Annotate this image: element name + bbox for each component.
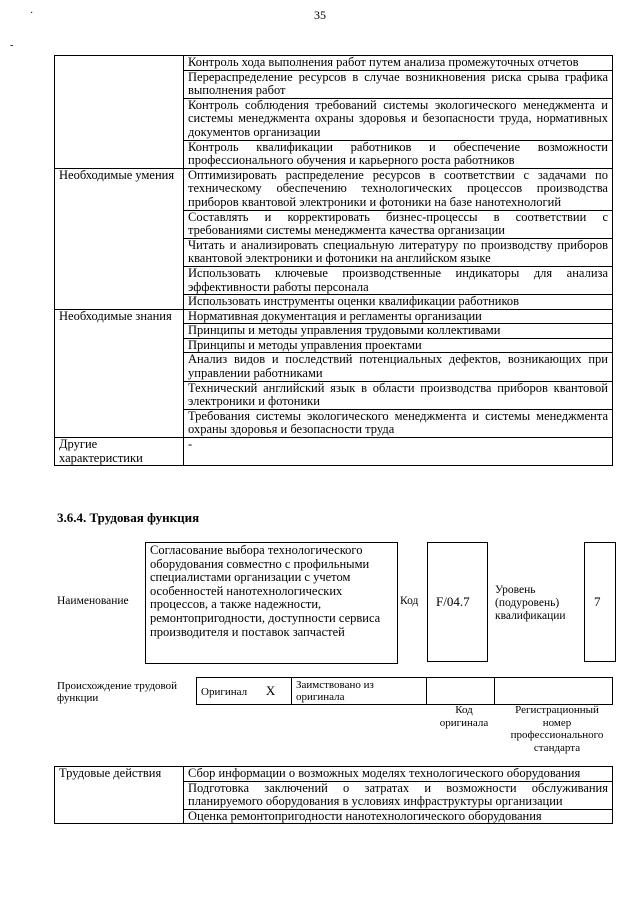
reg-number-caption: Регистрационный номер профессионального стандарта — [510, 704, 604, 754]
origin-label: Происхождение трудовой функции — [57, 680, 178, 704]
knowledge-cell: Нормативная документация и регламенты организации — [184, 309, 613, 324]
margin-mark-dot: · — [30, 8, 34, 19]
labor-action-cell: Контроль соблюдения требований системы экологического менеджмента и системы менеджмента охраны здоровья и безопасности труда, нормативных документов организации — [184, 98, 613, 140]
table-row — [55, 438, 613, 466]
knowledge-cell: Принципы и методы управления проектами — [184, 338, 613, 353]
reg-number-cell — [495, 678, 613, 705]
skills-label: Необходимые умения — [55, 168, 184, 309]
level-label: Уровень (подуровень) квалификации — [495, 584, 566, 622]
skill-cell: Использовать ключевые производственные индикаторы для анализа эффективности работы персонала — [184, 266, 613, 294]
knowledge-label: Необходимые знания — [55, 309, 184, 437]
table-row — [55, 767, 613, 782]
code-original-cell — [427, 678, 495, 705]
original-mark: X — [265, 682, 276, 698]
name-label: Наименование — [57, 595, 129, 607]
skill-cell: Использовать инструменты оценки квалификации работников — [184, 295, 613, 310]
labor-action-cell: Контроль хода выполнения работ путем анализа промежуточных отчетов — [184, 56, 613, 71]
other-characteristics-value: - — [184, 438, 613, 466]
labor-action-cell: Подготовка заключений о затратах и возможности обслуживания планируемого оборудования в условиях инфраструктуры организации — [184, 781, 613, 809]
margin-mark-dash: - — [10, 40, 14, 51]
borrowed-label: Заимствовано из оригинала — [292, 678, 427, 705]
labor-actions-label: Трудовые действия — [55, 767, 184, 824]
table-row — [197, 678, 613, 705]
knowledge-cell: Принципы и методы управления трудовыми коллективами — [184, 324, 613, 339]
labor-actions-table — [54, 766, 613, 824]
original-label: Оригинал — [201, 685, 248, 698]
skill-cell: Составлять и корректировать бизнес-процессы в соответствии с требованиями системы менеджмента качества организации — [184, 210, 613, 238]
original-cell — [197, 678, 292, 705]
skill-cell: Читать и анализировать специальную литературу по производству приборов квантовой электроники и фотоники на английском языке — [184, 238, 613, 266]
labor-action-cell: Перераспределение ресурсов в случае возникновения риска срыва графика выполнения работ — [184, 70, 613, 98]
code-original-caption: Код оригинала — [439, 704, 489, 729]
labor-action-cell: Оценка ремонтопригодности нанотехнологического оборудования — [184, 809, 613, 824]
level-value: 7 — [594, 594, 601, 609]
knowledge-cell: Технический английский язык в области производства приборов квантовой электроники и фотоники — [184, 381, 613, 409]
code-value: F/04.7 — [436, 594, 470, 609]
table-row — [55, 168, 613, 210]
origin-table — [196, 677, 613, 705]
labor-action-cell: Контроль квалификации работников и обеспечение возможности профессионального обучения и карьерного роста работников — [184, 140, 613, 168]
empty-label-cell — [55, 56, 184, 169]
page-number: 35 — [314, 8, 326, 22]
table-row — [55, 309, 613, 324]
code-label: Код — [400, 595, 419, 607]
requirements-table — [54, 55, 613, 466]
labor-action-cell: Сбор информации о возможных моделях технологического оборудования — [184, 767, 613, 782]
knowledge-cell: Требования системы экологического менеджмента и системы менеджмента охраны здоровья и безопасности труда — [184, 409, 613, 437]
knowledge-cell: Анализ видов и последствий потенциальных дефектов, возникающих при управлении работниками — [184, 353, 613, 381]
table-row — [55, 56, 613, 71]
other-characteristics-label: Другие характеристики — [55, 438, 184, 466]
function-name-box: Согласование выбора технологического оборудования совместно с профильными специалистами организации с учетом особенностей нанотехнологических процессов, а также надежности, ремонтопригодности, доступности сервиса производителя и поставок запчастей — [145, 542, 398, 664]
skill-cell: Оптимизировать распределение ресурсов в соответствии с задачами по техническому обеспечению технологических процессов производства приборов квантовой электроники и фотоники на базе нанотехнологий — [184, 168, 613, 210]
section-title: 3.6.4. Трудовая функция — [57, 510, 200, 525]
